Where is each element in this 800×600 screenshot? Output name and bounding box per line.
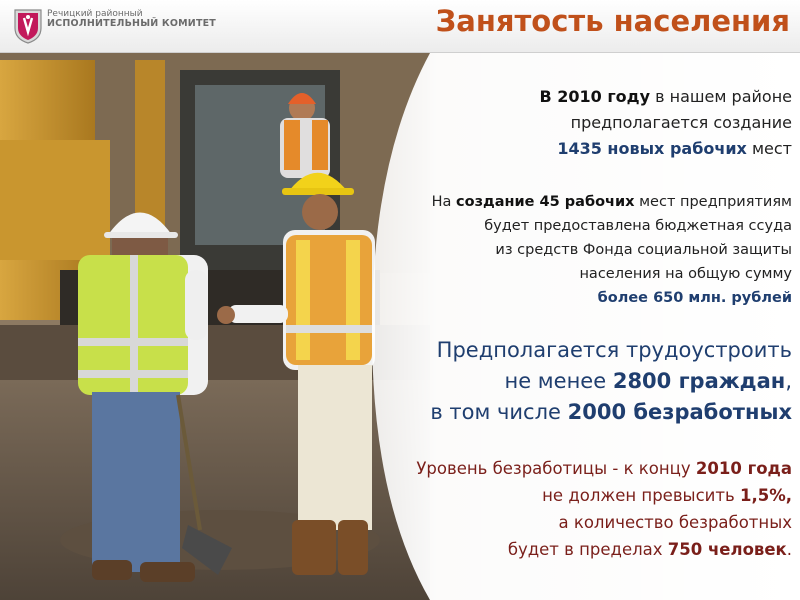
info-block-jobs-created — [312, 84, 792, 162]
text-line — [312, 536, 792, 563]
bold-text: 750 человек — [667, 540, 787, 559]
text-fragment: будет в пределах — [507, 540, 668, 559]
bold-text: создание 45 рабочих — [456, 194, 635, 210]
bold-text: 2000 безработных — [567, 400, 792, 424]
text-fragment: , — [785, 369, 792, 393]
text-line: из средств Фонда социальной защиты — [495, 242, 792, 258]
text-fragment: . — [786, 540, 792, 559]
text-fragment: мест — [746, 139, 792, 158]
text-fragment: не менее — [504, 369, 613, 393]
info-block-unemployment-rate — [312, 455, 792, 563]
coat-of-arms-icon — [13, 8, 43, 44]
text-line — [312, 136, 792, 162]
text-fragment: На — [431, 194, 457, 210]
header — [0, 0, 800, 53]
text-line — [312, 455, 792, 482]
text-fragment: в том числе — [430, 400, 568, 424]
info-block-employment-plan — [312, 335, 792, 428]
slide-title: Занятость населения — [435, 4, 790, 38]
org-name-line1: Речицкий районный — [47, 9, 143, 19]
bold-text: 2800 граждан — [612, 369, 786, 393]
text-line: Предполагается трудоустроить — [436, 338, 792, 362]
bold-text: 1,5%, — [739, 486, 792, 505]
bold-text: 2010 года — [695, 459, 792, 478]
text-line — [312, 366, 792, 397]
text-line: предполагается создание — [570, 113, 792, 132]
bold-text: В 2010 году — [539, 87, 651, 106]
text-fragment: мест предприятиям — [634, 194, 792, 210]
text-fragment: Уровень безработицы - к концу — [416, 459, 696, 478]
highlight-text: более 650 млн. рублей — [597, 290, 792, 306]
text-line — [312, 84, 792, 110]
info-block-budget-loan — [312, 190, 792, 310]
organization-name — [47, 10, 216, 29]
text-line: населения на общую сумму — [579, 266, 792, 282]
text-line — [312, 190, 792, 214]
text-line: а количество безработных — [558, 513, 792, 532]
org-name-line2: ИСПОЛНИТЕЛЬНЫЙ КОМИТЕТ — [47, 18, 216, 30]
text-fragment: не должен превысить — [542, 486, 740, 505]
text-line: будет предоставлена бюджетная ссуда — [484, 218, 792, 234]
text-line — [312, 397, 792, 428]
text-line — [312, 482, 792, 509]
text-fragment: в нашем районе — [650, 87, 792, 106]
highlight-text: 1435 новых рабочих — [557, 139, 747, 158]
